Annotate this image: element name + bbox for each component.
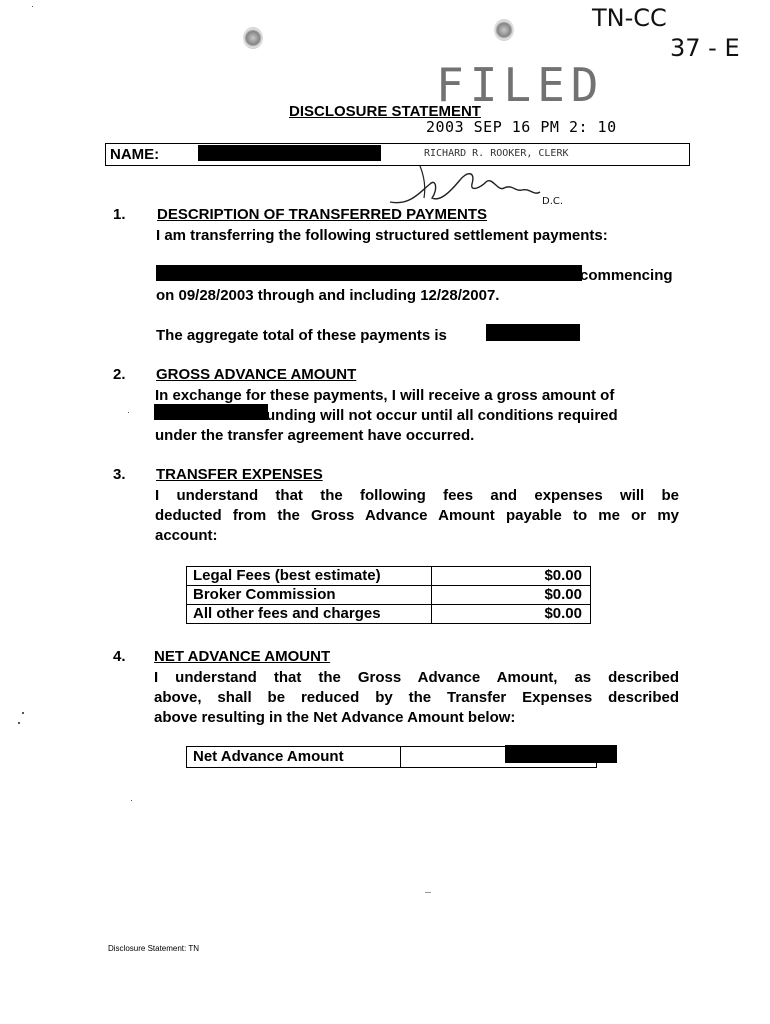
- scan-speck: [22, 712, 24, 714]
- section-1-intro: I am transferring the following structured settlement payments:: [156, 227, 608, 244]
- table-row: [187, 586, 591, 605]
- scan-speck: [131, 800, 132, 801]
- section-3-line-1: I understand that the following fees and expenses will be: [155, 487, 679, 504]
- section-1-commencing: commencing: [580, 267, 673, 284]
- page-title: DISCLOSURE STATEMENT: [289, 103, 481, 120]
- scan-speck: [425, 892, 431, 893]
- redaction-name: [198, 145, 381, 161]
- section-4-line-3: above resulting in the Net Advance Amount below:: [154, 709, 516, 726]
- section-3-line-3: account:: [155, 527, 218, 544]
- fee-label: Legal Fees (best estimate): [187, 567, 432, 586]
- section-1-date-range: on 09/28/2003 through and including 12/28/2007.: [156, 287, 500, 304]
- net-advance-label: Net Advance Amount: [187, 747, 401, 767]
- section-1-number: 1.: [113, 206, 126, 223]
- redaction-gross-amount: [154, 404, 268, 420]
- fee-amount: $0.00: [432, 605, 591, 624]
- stamp-clerk: RICHARD R. ROOKER, CLERK: [424, 148, 569, 159]
- section-4-line-2: above, shall be reduced by the Transfer Expenses described: [154, 689, 679, 706]
- stamp-date: 2003 SEP 16 PM 2: 10: [426, 118, 617, 136]
- scan-speck: [32, 6, 33, 7]
- table-row: [187, 567, 591, 586]
- section-2-line-1: In exchange for these payments, I will receive a gross amount of: [155, 387, 615, 404]
- section-4-number: 4.: [113, 648, 126, 665]
- section-1-aggregate: The aggregate total of these payments is: [156, 327, 447, 344]
- section-2-line-2: unding will not occur until all conditions required: [266, 407, 618, 424]
- footer-text: Disclosure Statement: TN: [108, 944, 199, 953]
- section-4-line-1: I understand that the Gross Advance Amount, as described: [154, 669, 679, 686]
- redaction-payment-description: [156, 265, 582, 281]
- net-advance-value-cell: [401, 747, 596, 767]
- signature-suffix: D.C.: [542, 196, 564, 207]
- section-3-heading: TRANSFER EXPENSES: [156, 466, 323, 483]
- punch-hole-right: [494, 19, 514, 41]
- section-4-heading: NET ADVANCE AMOUNT: [154, 648, 331, 665]
- section-3-number: 3.: [113, 466, 126, 483]
- section-1-heading: DESCRIPTION OF TRANSFERRED PAYMENTS: [157, 206, 488, 223]
- redaction-aggregate-total: [486, 324, 580, 341]
- redaction-net-amount: [505, 745, 617, 763]
- fee-amount: $0.00: [432, 567, 591, 586]
- section-3-body: [155, 486, 679, 546]
- punch-hole-left: [243, 27, 263, 49]
- scan-speck: [18, 722, 20, 724]
- section-2-heading: GROSS ADVANCE AMOUNT: [156, 366, 357, 383]
- filed-stamp: FILED: [436, 58, 605, 112]
- section-4-body: [154, 668, 679, 728]
- name-label: NAME:: [110, 146, 160, 163]
- fees-table: [186, 566, 591, 624]
- section-2-number: 2.: [113, 366, 126, 383]
- fee-label: Broker Commission: [187, 586, 432, 605]
- section-3-line-2: deducted from the Gross Advance Amount payable to me or my: [155, 507, 679, 524]
- fee-amount: $0.00: [432, 586, 591, 605]
- table-row: [187, 605, 591, 624]
- fee-label: All other fees and charges: [187, 605, 432, 624]
- net-advance-box: [186, 746, 597, 768]
- handwritten-case-code: TN-CC: [592, 4, 667, 32]
- handwritten-case-code-suffix: 37 - E: [670, 34, 740, 62]
- section-2-line-3: under the transfer agreement have occurred.: [155, 427, 475, 444]
- scan-speck: [128, 412, 129, 413]
